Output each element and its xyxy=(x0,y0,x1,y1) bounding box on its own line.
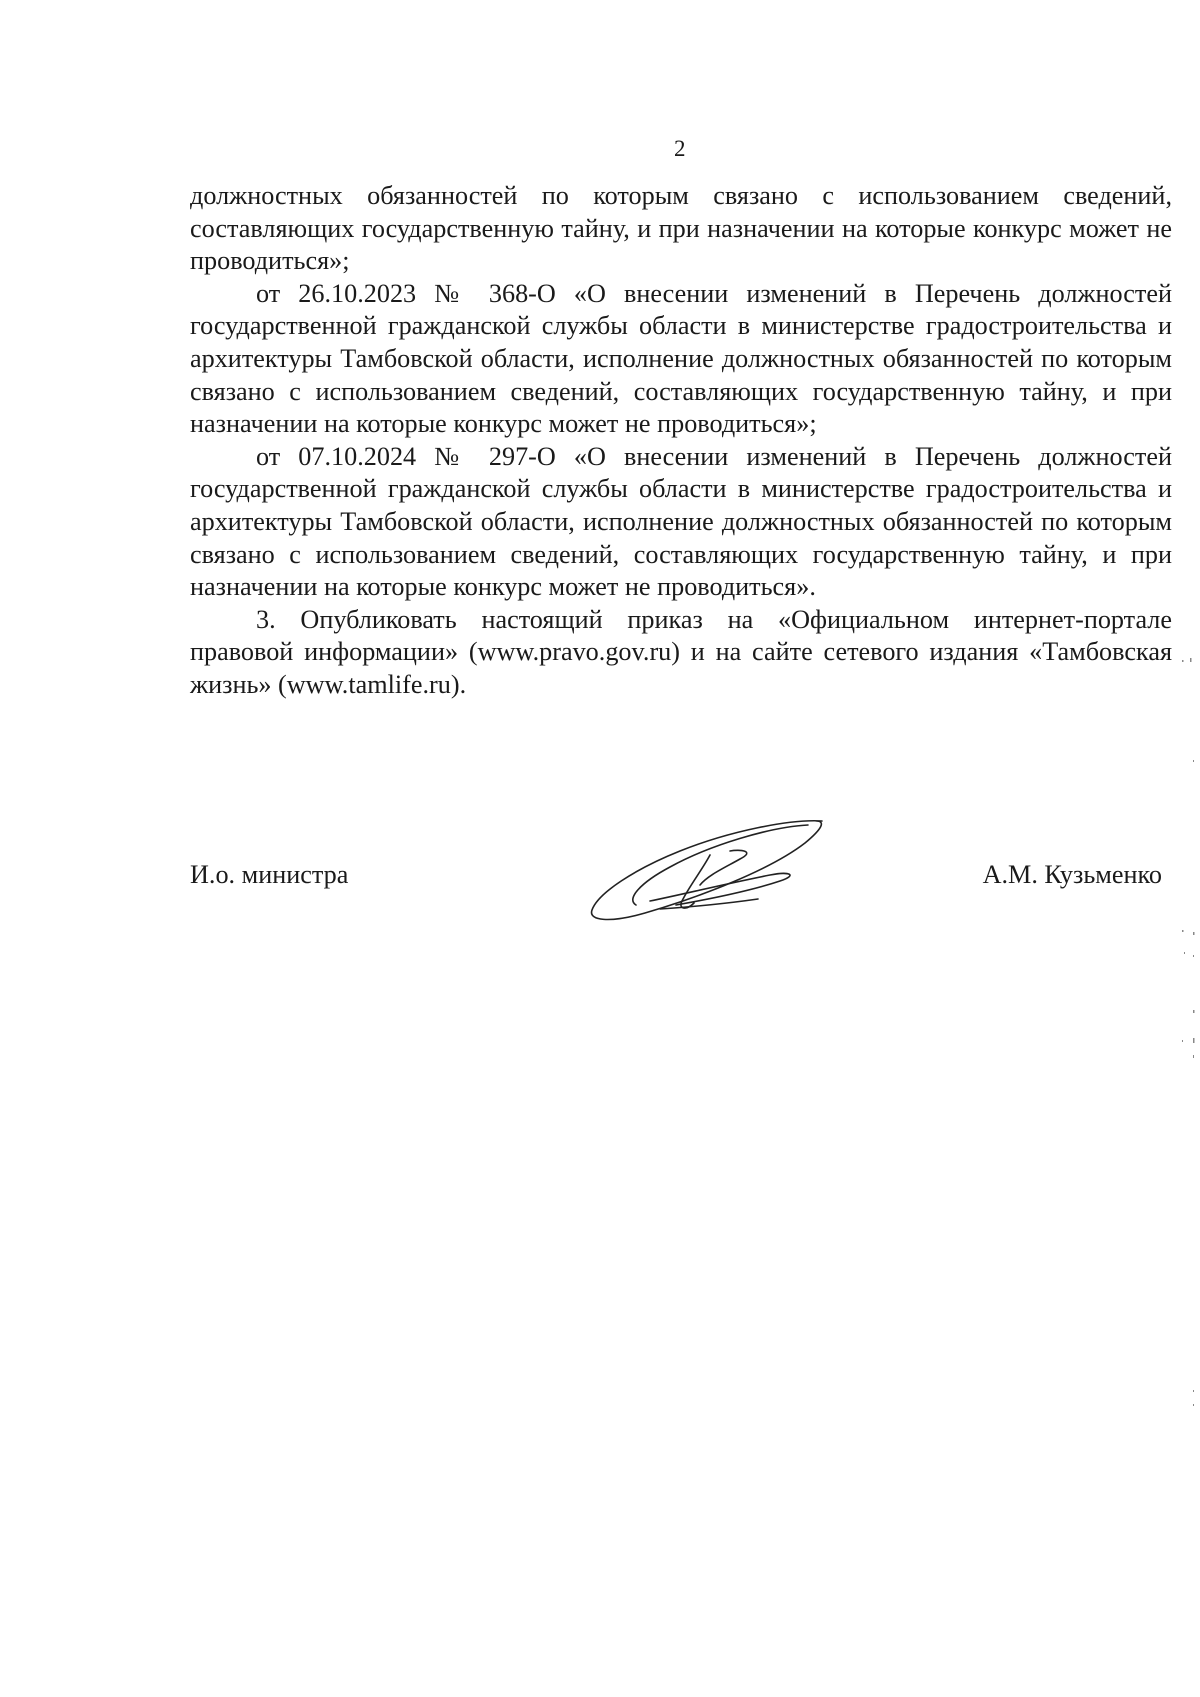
handwritten-signature xyxy=(590,815,830,925)
signatory-name: А.М. Кузьменко xyxy=(982,860,1162,889)
page-number: 2 xyxy=(674,136,686,161)
signatory-title: И.о. министра xyxy=(190,860,349,889)
paragraph-order-297: от 07.10.2024 № 297-О «О внесении изменений в Перечень должностей государственной гражданской службы области в министерстве градостроительства и архитектуры Тамбовской области, исполнение должностных обязанностей по которым связано с использованием сведений, составляющих государственную тайну, и при назначении на которые конкурс может не проводиться». xyxy=(190,441,1172,602)
scan-specks xyxy=(1160,0,1200,1697)
paragraph-publish-clause: 3. Опубликовать настоящий приказ на «Официальном интернет-портале правовой информации» (www.pravo.gov.ru) и на сайте сетевого издания «Тамбовская жизнь» (www.tamlife.ru). xyxy=(190,604,1172,699)
paragraph-order-368: от 26.10.2023 № 368-О «О внесении изменений в Перечень должностей государственной гражданской службы области в министерстве градостроительства и архитектуры Тамбовской области, исполнение должностных обязанностей по которым связано с использованием сведений, составляющих государственную тайну, и при назначении на которые конкурс может не проводиться»; xyxy=(190,278,1172,439)
paragraph-continuation: должностных обязанностей по которым связано с использованием сведений, составляющих государственную тайну, и при назначении на которые конкурс может не проводиться»; xyxy=(190,181,1172,276)
document-body xyxy=(190,180,1172,702)
